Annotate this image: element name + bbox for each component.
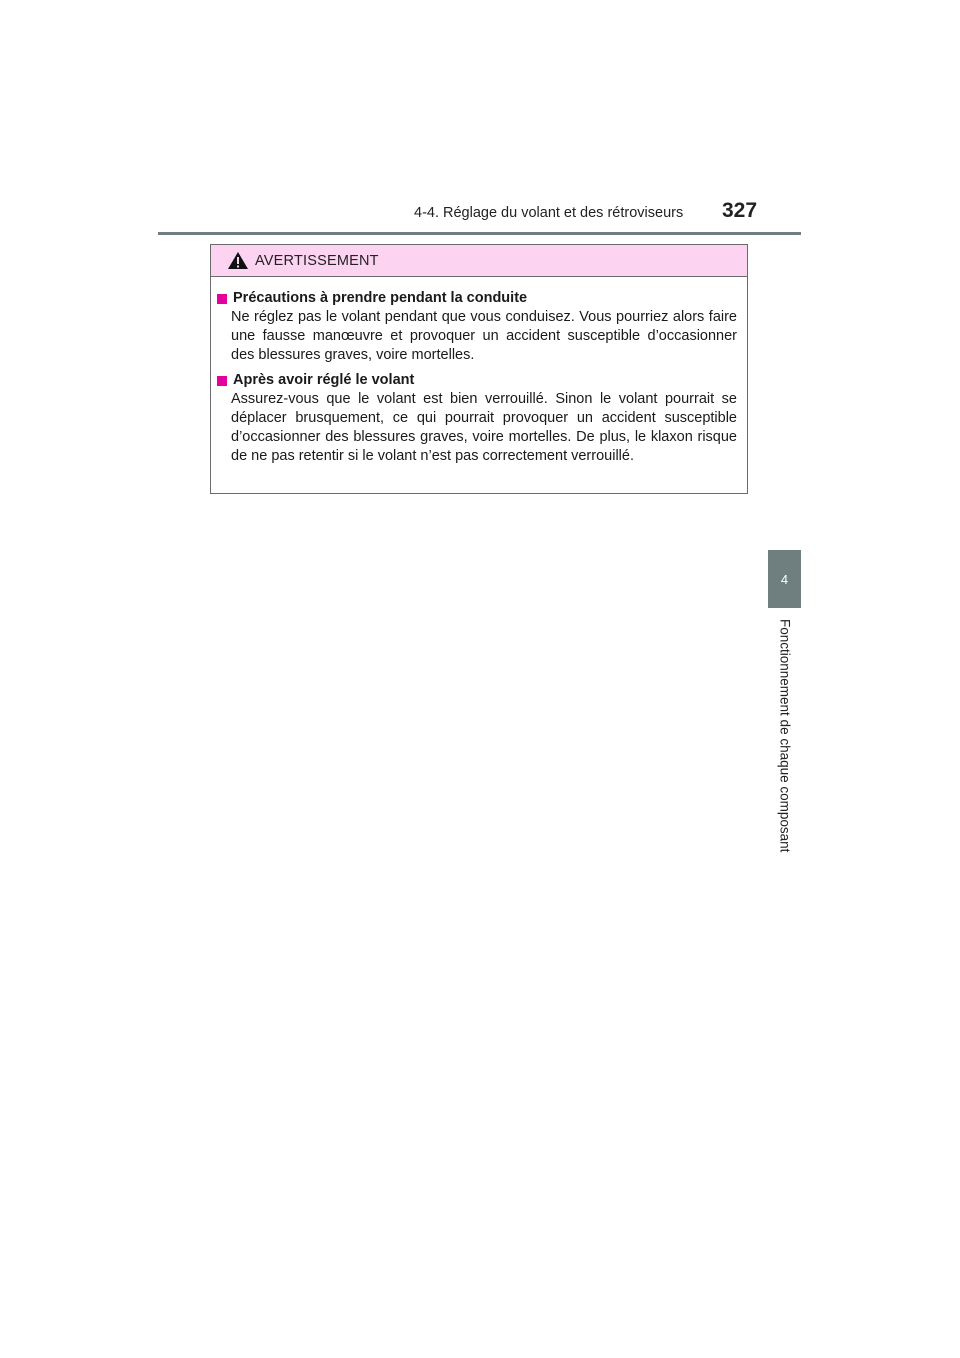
warning-item-text: Ne réglez pas le volant pendant que vous conduisez. Vous pourriez alors faire une fausse manœuvre et provoquer un accident susceptible d’occasionner des blessures graves, voire mortelles. (231, 309, 737, 363)
warning-item-text: Assurez-vous que le volant est bien verrouillé. Sinon le volant pourrait se déplacer brusquement, ce qui pourrait provoquer un accident susceptible d’occasionner des blessures graves, voire mortelles. De plus, le klaxon risque de ne pas retentir si le volant n’est pas correctement verrouillé. (231, 391, 737, 464)
warning-header (211, 245, 747, 277)
warning-box (210, 244, 748, 494)
square-bullet-icon (217, 376, 227, 386)
warning-item-title-row (217, 371, 737, 390)
chapter-title: Fonctionnement de chaque composant (777, 619, 793, 853)
warning-item-title: Précautions à prendre pendant la conduite (233, 290, 528, 306)
warning-item (217, 371, 737, 466)
warning-item-title: Après avoir réglé le volant (233, 372, 415, 388)
warning-body (211, 277, 747, 466)
chapter-tab (768, 550, 801, 608)
section-title: 4-4. Réglage du volant et des rétroviseurs (414, 205, 684, 221)
chapter-number: 4 (780, 571, 789, 587)
warning-item (217, 289, 737, 365)
page-number: 327 (722, 199, 758, 222)
chapter-label-wrap (770, 619, 800, 871)
warning-triangle-icon (227, 251, 249, 270)
square-bullet-icon (217, 294, 227, 304)
header-divider (158, 232, 801, 235)
warning-item-title-row (217, 289, 737, 308)
warning-title: AVERTISSEMENT (255, 252, 379, 269)
